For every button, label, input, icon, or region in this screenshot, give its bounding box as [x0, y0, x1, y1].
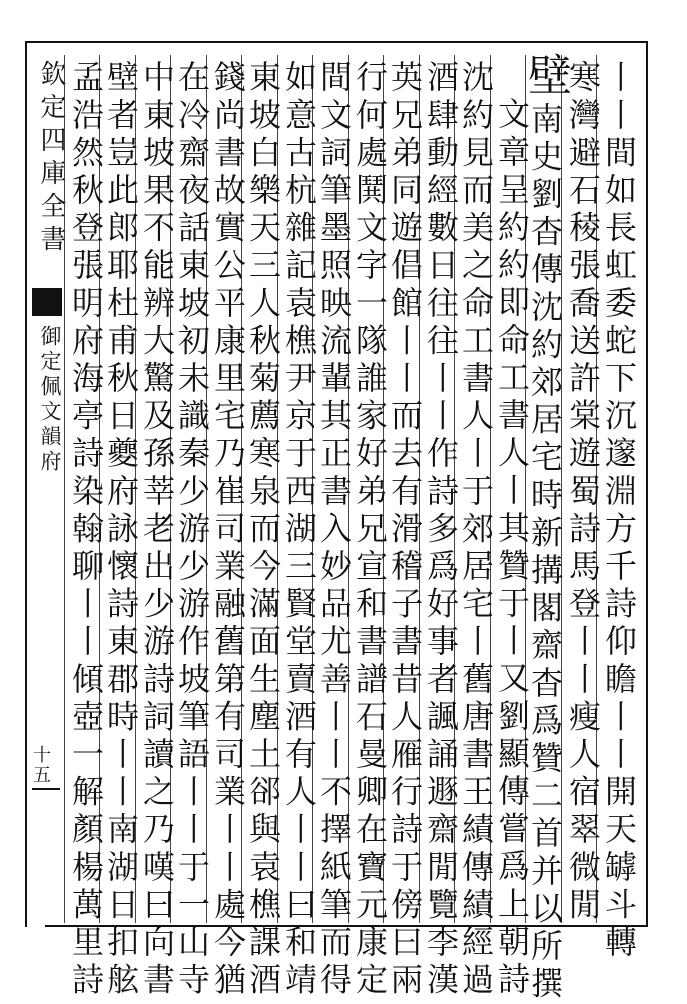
text-column: [600, 60, 638, 962]
page-frame-left-rule: [25, 41, 27, 927]
text-column: [67, 60, 105, 1000]
column-text: 沈約見而美之命工書人丨于郊居宅丨舊唐書王績傳績經過: [457, 60, 495, 1000]
text-column: [520, 52, 571, 1004]
text-column: [351, 60, 389, 1000]
text-column: [209, 60, 247, 1000]
text-column: [315, 60, 353, 1000]
text-column: [173, 60, 211, 1000]
column-text: 錢尚書故實公平康里宅乃崔司業融舊第有司業丨丨處今猶: [209, 60, 247, 1000]
text-column: [457, 60, 495, 1000]
text-column: [102, 60, 140, 1000]
text-column: [280, 60, 318, 1000]
book-title: 御定佩文韻府: [38, 325, 62, 475]
text-column: [493, 97, 531, 999]
column-divider: [64, 55, 65, 923]
column-text: 酒肆動經數日往往丨丨作詩多爲好事者諷誦遯齋閒覽李漢: [422, 60, 460, 1000]
column-text: 行何處鬨文字一隊誰家好弟兄宣和書譜石曼卿在寶元康定: [351, 60, 389, 1000]
text-column: [244, 60, 282, 1000]
entry-heading: 壁: [520, 52, 571, 102]
column-text: 壁者豈此郎耶杜甫秋日夔府詠懷詩東郡時丨丨南湖日扣舷: [102, 60, 140, 1000]
column-text: 丨丨間如長虹委蛇下沉邃淵方千詩仰瞻丨丨開天罅斗轉: [600, 60, 638, 963]
text-column: [386, 60, 424, 1000]
column-text: 在冷齋夜話東坡初未識秦少游少游作坡筆語丨丨于一山寺: [173, 60, 211, 1000]
column-text: 東坡白樂天三人秋菊薦寒泉而今滿面生塵土郤與袁樵課酒: [244, 60, 282, 1000]
column-text: 如意古杭雜記袁樵尹京于西湖三賢堂賣酒有人丨丨曰和靖: [280, 60, 318, 1000]
column-text: 孟浩然秋登張明府海亭詩染翰聊丨丨傾壺一解顏楊萬里詩: [67, 60, 105, 1000]
column-text: 中東坡果不能辨大驚及孫莘老出少游詩詞讀之乃嘆曰向書: [138, 60, 176, 1000]
text-column: [138, 60, 176, 1000]
page-number: 十五: [30, 745, 51, 785]
column-text: 南史劉杳傳沈約郊居宅時新搆閣齋杳爲贊二首并以所撰: [526, 101, 564, 1004]
page-frame-right-rule: [646, 41, 648, 927]
fish-tail-mark: [32, 288, 62, 316]
column-text: 間文詞筆墨照映流輩其正書入妙品尤善丨丨不擇紙筆而得: [315, 60, 353, 1000]
collection-title: 欽定四庫全書: [36, 60, 66, 258]
column-text: 英兄弟同遊倡館丨丨而去有滑稽子書昔人雁行詩于傍曰兩: [386, 60, 424, 1000]
page-frame-top-rule: [27, 41, 647, 43]
page-number-rule: [32, 788, 60, 790]
text-column: [422, 60, 460, 1000]
column-text: 寒灣避石稜張喬送許棠遊蜀詩馬登丨丨瘦人宿翠微閒: [564, 60, 602, 925]
column-text: 文章呈約約即命工書人丨其贊于丨又劉顯傳嘗爲上朝詩: [493, 97, 531, 1000]
text-column: [564, 60, 602, 925]
